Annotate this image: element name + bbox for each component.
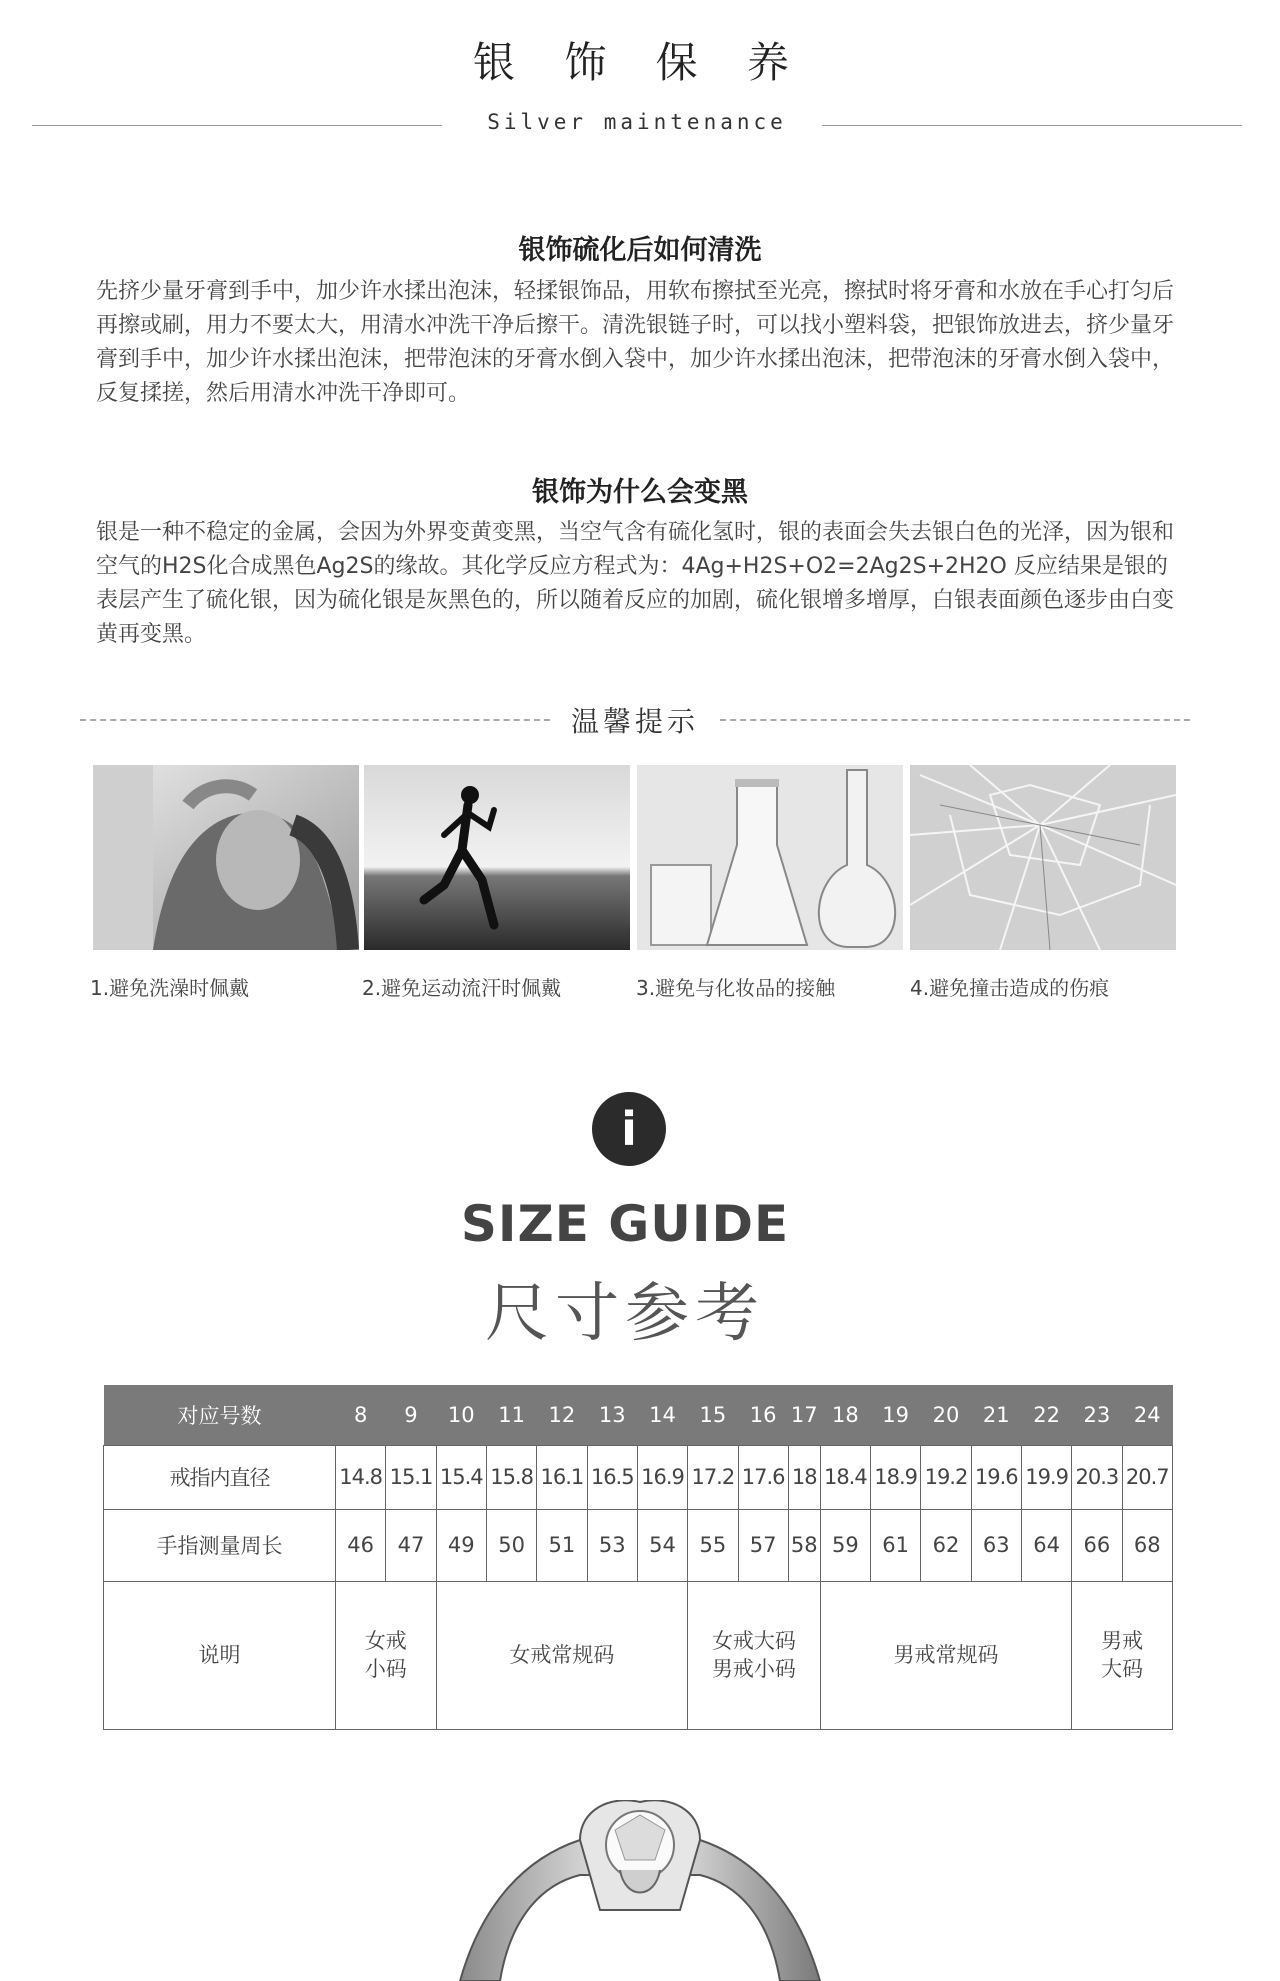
diameters-cell: 15.1 [386, 1445, 436, 1509]
circumferences-cell: 66 [1072, 1509, 1122, 1581]
circumferences-cell: 64 [1021, 1509, 1071, 1581]
note-cell: 女戒常规码 [436, 1581, 688, 1729]
size-table-circumference-row [104, 1509, 1173, 1581]
circumferences-cell: 51 [537, 1509, 587, 1581]
diameters-cell: 14.8 [336, 1445, 386, 1509]
diameters-cell: 20.7 [1122, 1445, 1172, 1509]
tip-caption-1: 1.避免洗澡时佩戴 [90, 976, 250, 1000]
diameters-cell: 16.1 [537, 1445, 587, 1509]
row-label: 手指测量周长 [104, 1509, 336, 1581]
dashed-divider-left [80, 719, 550, 721]
size-table [103, 1385, 1173, 1730]
page-subtitle: Silver maintenance [487, 110, 787, 134]
diameters-cell: 20.3 [1072, 1445, 1122, 1509]
sizes-cell: 20 [921, 1385, 971, 1445]
note-cell: 男戒常规码 [820, 1581, 1072, 1729]
section-body-tarnish: 银是一种不稳定的金属，会因为外界变黄变黑，当空气含有硫化氢时，银的表面会失去银白色的光泽，因为银和空气的H2S化合成黑色Ag2S的缘故。其化学反应方程式为：4Ag+H2S+O2=2Ag2S+2H2O 反应结果是银的表层产生了硫化银，因为硫化银是灰黑色的，所以随着反应的加剧，硫化银增多增厚，白银表面颜色逐步由白变黄再变黑。 [96, 520, 1175, 647]
circumferences-cell: 47 [386, 1509, 436, 1581]
diameters-cell: 19.2 [921, 1445, 971, 1509]
diameters-cell: 16.5 [587, 1445, 637, 1509]
diameters-cell: 17.2 [688, 1445, 738, 1509]
circumferences-cell: 59 [820, 1509, 870, 1581]
size-table-diameter-row [104, 1445, 1173, 1509]
subtitle-row [32, 110, 1242, 140]
broken-glass-photo [910, 765, 1176, 950]
sizes-cell: 14 [637, 1385, 687, 1445]
circumferences-cell: 62 [921, 1509, 971, 1581]
sizes-cell: 18 [820, 1385, 870, 1445]
tip-caption-2: 2.避免运动流汗时佩戴 [362, 976, 562, 1000]
diameters-cell: 18 [788, 1445, 820, 1509]
circumferences-cell: 58 [788, 1509, 820, 1581]
sizes-cell: 13 [587, 1385, 637, 1445]
diameters-cell: 16.9 [637, 1445, 687, 1509]
sizes-cell: 24 [1122, 1385, 1172, 1445]
sizes-cell: 15 [688, 1385, 738, 1445]
circumferences-cell: 46 [336, 1509, 386, 1581]
diameters-cell: 19.6 [971, 1445, 1021, 1509]
divider-left [32, 125, 442, 126]
diameters-cell: 15.4 [436, 1445, 486, 1509]
note-cell: 女戒 小码 [336, 1581, 437, 1729]
running-photo [364, 765, 630, 950]
circumferences-cell: 54 [637, 1509, 687, 1581]
circumferences-cell: 55 [688, 1509, 738, 1581]
sizes-cell: 11 [486, 1385, 536, 1445]
sizes-cell: 12 [537, 1385, 587, 1445]
sizes-cell: 19 [871, 1385, 921, 1445]
diameters-cell: 17.6 [738, 1445, 788, 1509]
diameters-cell: 18.9 [871, 1445, 921, 1509]
diameters-cell: 15.8 [486, 1445, 536, 1509]
tip-caption-4: 4.避免撞击造成的伤痕 [910, 976, 1110, 1000]
sizes-cell: 8 [336, 1385, 386, 1445]
size-table-notes-row [104, 1581, 1173, 1729]
diameters-cell: 18.4 [820, 1445, 870, 1509]
dashed-divider-right [720, 719, 1190, 721]
diameters-cell: 19.9 [1021, 1445, 1071, 1509]
circumferences-cell: 63 [971, 1509, 1021, 1581]
sizes-cell: 16 [738, 1385, 788, 1445]
sizes-cell: 22 [1021, 1385, 1071, 1445]
sizes-cell: 17 [788, 1385, 820, 1445]
row-label: 说明 [104, 1581, 336, 1729]
sizes-cell: 10 [436, 1385, 486, 1445]
section-title-tarnish: 银饰为什么会变黑 [532, 477, 748, 508]
note-cell: 男戒 大码 [1072, 1581, 1173, 1729]
tips-title: 温馨提示 [570, 705, 699, 738]
sizes-cell: 9 [386, 1385, 436, 1445]
circumferences-cell: 68 [1122, 1509, 1172, 1581]
tip-caption-3: 3.避免与化妆品的接触 [636, 976, 836, 1000]
sizes-cell: 23 [1072, 1385, 1122, 1445]
divider-right [822, 125, 1242, 126]
circumferences-cell: 53 [587, 1509, 637, 1581]
row-label: 戒指内直径 [104, 1445, 336, 1509]
circumferences-cell: 50 [486, 1509, 536, 1581]
circumferences-cell: 49 [436, 1509, 486, 1581]
note-cell: 女戒大码 男戒小码 [688, 1581, 821, 1729]
row-label: 对应号数 [104, 1385, 336, 1445]
circumferences-cell: 61 [871, 1509, 921, 1581]
chemistry-photo [637, 765, 903, 950]
size-guide-subtitle: 尺寸参考 [485, 1277, 765, 1351]
shower-photo [93, 765, 359, 950]
size-table-header-row [104, 1385, 1173, 1445]
info-icon: i [592, 1092, 666, 1166]
page-title: 银 饰 保 养 [472, 38, 808, 87]
section-title-cleaning: 银饰硫化后如何清洗 [518, 235, 762, 266]
tips-header [80, 700, 1190, 740]
size-guide-title: SIZE GUIDE [460, 1195, 790, 1253]
sizes-cell: 21 [971, 1385, 1021, 1445]
ring-product-image [440, 1800, 840, 1981]
section-body-cleaning: 先挤少量牙膏到手中，加少许水揉出泡沫，轻揉银饰品，用软布擦拭至光亮，擦拭时将牙膏和水放在手心打匀后再擦或刷，用力不要太大，用清水冲洗干净后擦干。清洗银链子时，可以找小塑料袋，把银饰放进去，挤少量牙膏到手中，加少许水揉出泡沫，把带泡沫的牙膏水倒入袋中，加少许水揉出泡沫，把带泡沫的牙膏水倒入袋中，反复揉搓，然后用清水冲洗干净即可。 [96, 279, 1175, 406]
circumferences-cell: 57 [738, 1509, 788, 1581]
